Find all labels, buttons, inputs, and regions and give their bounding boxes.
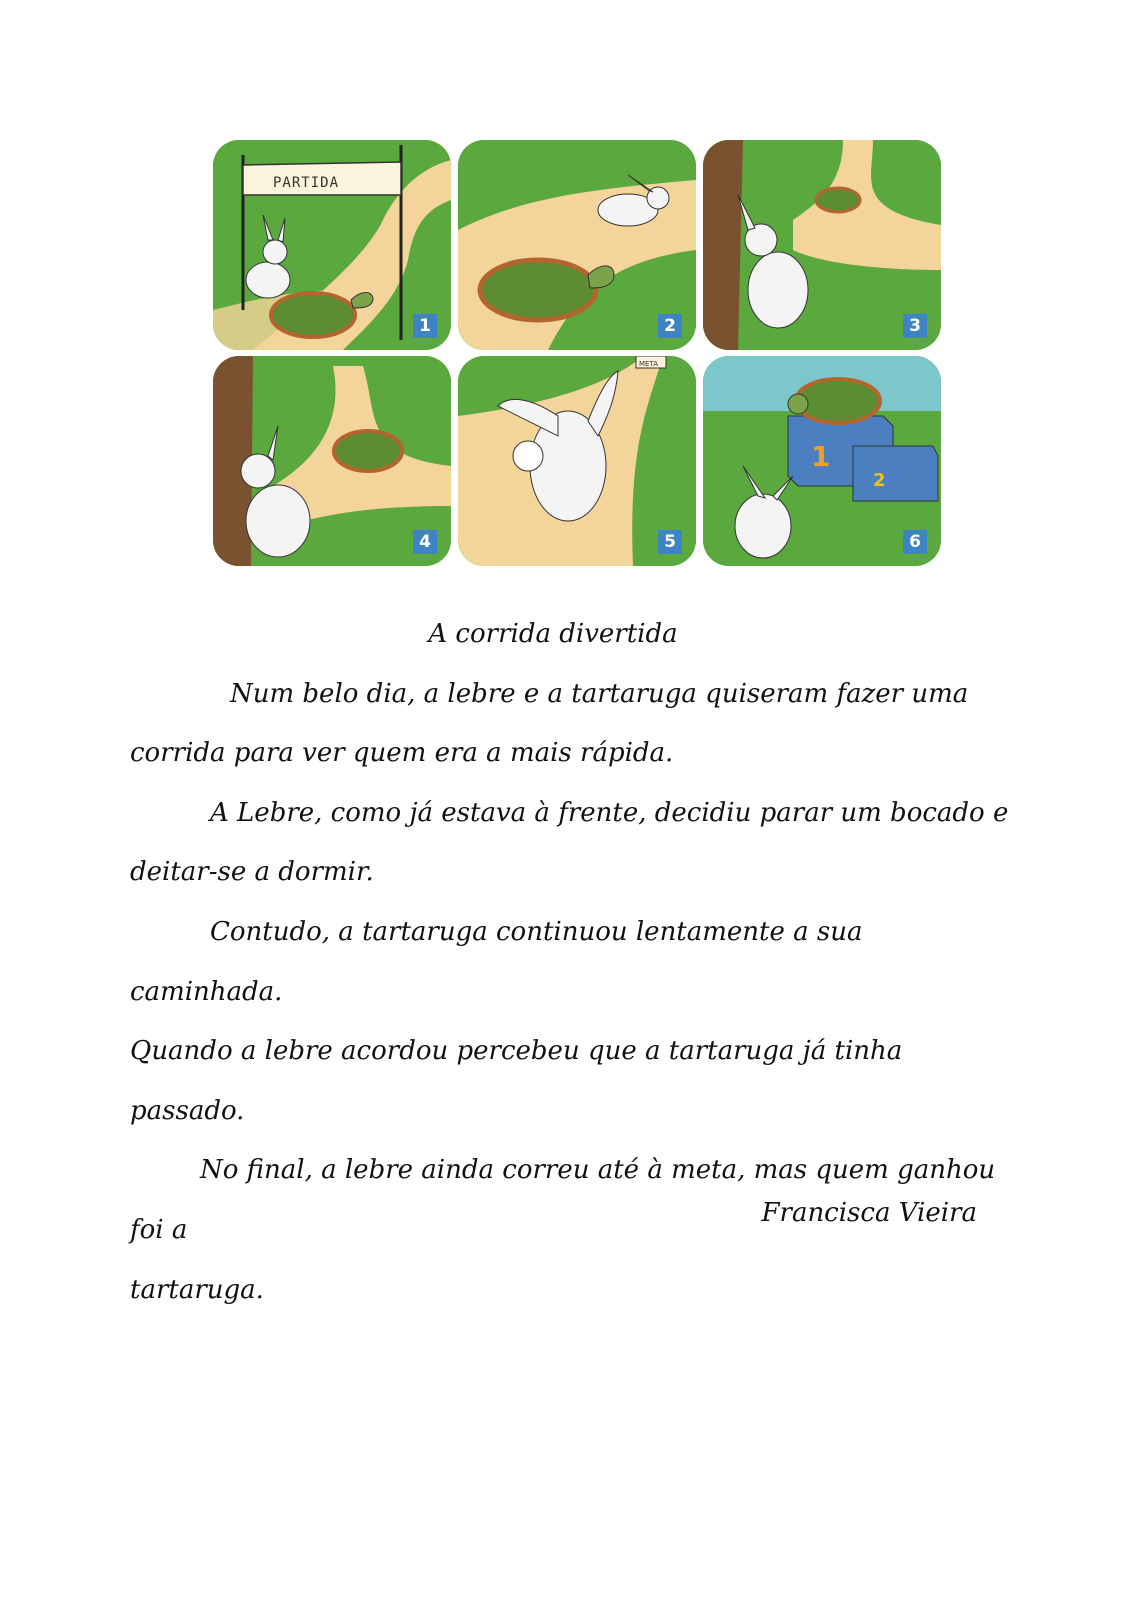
panel-number: 2 (658, 314, 682, 338)
comic-panel-1 (213, 140, 451, 350)
story-line: tartaruga. (130, 1274, 264, 1305)
story-line: Contudo, a tartaruga continuou lentamente a sua caminhada. (130, 916, 863, 1007)
story-line: deitar-se a dormir. (130, 857, 374, 888)
story-line: A Lebre, como já estava à frente, decidiu parar um bocado e (210, 797, 1009, 828)
story-line: corrida para ver quem era a mais rápida. (130, 738, 674, 769)
comic-panel-4 (213, 356, 451, 566)
comic-panel-3 (703, 140, 941, 350)
story-title: A corrida divertida (428, 619, 678, 649)
author-signature: Francisca Vieira (761, 1198, 977, 1228)
panel-number: 4 (413, 530, 437, 554)
panel-number: 6 (903, 530, 927, 554)
panel-number: 3 (903, 314, 927, 338)
panel-number: 5 (658, 530, 682, 554)
panel-number: 1 (413, 314, 437, 338)
comic-panel-5 (458, 356, 696, 566)
podium-second-label: 2 (873, 470, 886, 491)
podium-first-label: 1 (811, 440, 831, 473)
finish-sign-text: META (639, 360, 658, 368)
banner-text: PARTIDA (273, 175, 340, 191)
story-line: No final, a lebre ainda correu até à meta, mas quem ganhou foi a (130, 1155, 996, 1245)
story-line: Num belo dia, a lebre e a tartaruga quiseram fazer uma (230, 678, 969, 709)
comic-panel-2 (458, 140, 696, 350)
comic-panel-6 (703, 356, 941, 566)
comic-strip (213, 140, 947, 570)
story-line: Quando a lebre acordou percebeu que a tartaruga já tinha passado. (130, 1036, 903, 1126)
